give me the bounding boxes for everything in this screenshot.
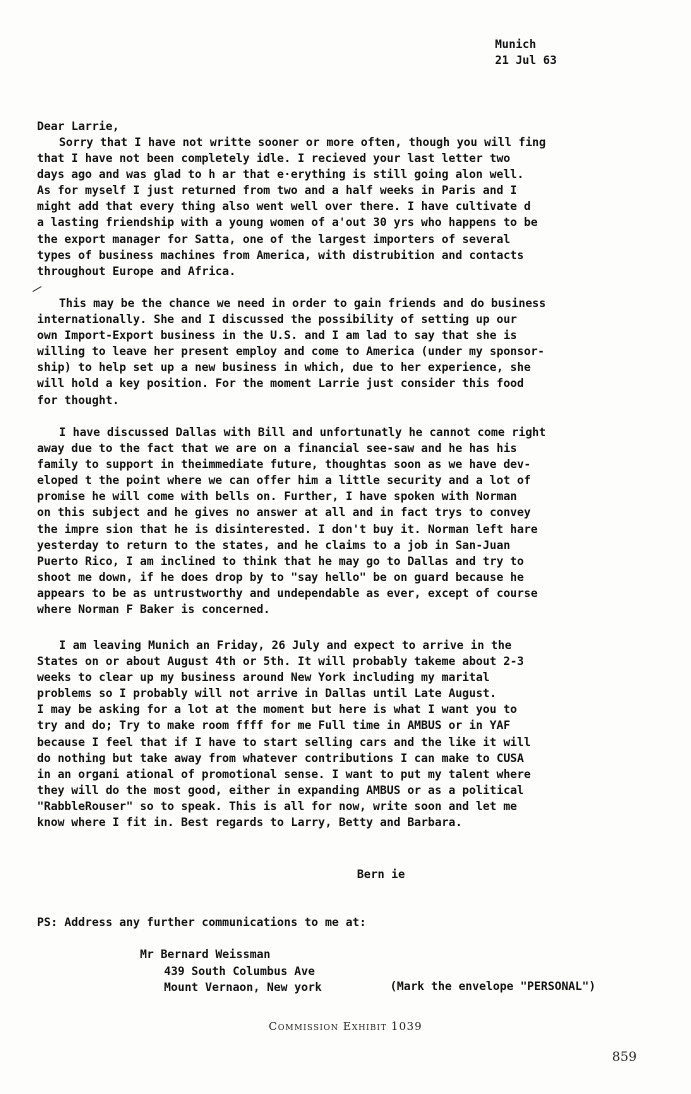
text-line: where Norman F Baker is concerned. bbox=[37, 602, 271, 617]
signature: Bern ie bbox=[357, 867, 406, 881]
text-line: might add that every thing also went well over there. I have cultivate d bbox=[37, 199, 531, 214]
text-line: that I have not been completely idle. I recieved your last letter two bbox=[37, 151, 511, 166]
text-line: "RabbleRouser" so to speak. This is all for now, write soon and let me bbox=[37, 798, 518, 813]
text-line: a lasting friendship with a young women of a'out 30 yrs who happens to be bbox=[37, 215, 538, 230]
text-line: eloped t the point where we can offer him a little security and a lot of bbox=[37, 473, 531, 488]
text-line: appears to be as untrustworthy and undependable as ever, except of course bbox=[37, 585, 538, 600]
paragraph-2 bbox=[37, 295, 637, 408]
text-line: in an organi ational of promotional sense. I want to put my talent where bbox=[37, 766, 531, 781]
text-line: for thought. bbox=[37, 392, 120, 407]
letter-city: Munich bbox=[495, 37, 537, 51]
text-line: days ago and was glad to h ar that e·erything is still going alon well. bbox=[37, 167, 524, 182]
text-line: family to support in theimmediate future, thoughtas soon as we have dev- bbox=[37, 457, 531, 472]
address-line: Mount Vernaon, New york bbox=[164, 980, 322, 994]
text-line: Puerto Rico, I am inclined to think that he may go to Dallas and try to bbox=[37, 553, 524, 568]
text-line: they will do the most good, either in expanding AMBUS or as a political bbox=[37, 782, 524, 797]
text-line: away due to the fact that we are on a financial see-saw and he has his bbox=[37, 441, 518, 456]
text-line: willing to leave her present employ and come to America (under my sponsor- bbox=[37, 344, 545, 359]
text-line: types of business machines from America, with distrubition and contacts bbox=[37, 247, 524, 262]
text-line: I am leaving Munich an Friday, 26 July and expect to arrive in the bbox=[59, 638, 512, 652]
text-line: yesterday to return to the states, and he claims to a job in San-Juan bbox=[37, 537, 511, 552]
postscript: PS: Address any further communications to me at: bbox=[37, 915, 367, 929]
text-line: own Import-Export business in the U.S. and I am lad to say that she is bbox=[37, 328, 518, 343]
text-line: know where I fit in. Best regards to Larry, Betty and Barbara. bbox=[37, 815, 463, 830]
text-line: do nothing but take away from whatever contributions I can make to CUSA bbox=[37, 750, 524, 765]
text-line: on this subject and he gives no answer at all and in fact trys to convey bbox=[37, 505, 531, 520]
text-line: ship) to help set up a new business in which, due to her experience, she bbox=[37, 360, 531, 375]
text-line: I may be asking for a lot at the moment but here is what I want you to bbox=[37, 702, 518, 717]
paragraph-1 bbox=[37, 134, 637, 279]
address-line: Mr Bernard Weissman bbox=[140, 947, 271, 961]
text-line: problems so I probably will not arrive in Dallas until Late August. bbox=[37, 686, 497, 701]
text-line: because I feel that if I have to start selling cars and the like it will bbox=[37, 734, 531, 749]
text-line: try and do; Try to make room ffff for me Full time in AMBUS or in YAF bbox=[37, 718, 511, 733]
text-line: promise he will come with bells on. Further, I have spoken with Norman bbox=[37, 489, 518, 504]
text-line: the export manager for Satta, one of the largest importers of several bbox=[37, 231, 511, 246]
text-line: States on or about August 4th or 5th. It will probably takeme about 2-3 bbox=[37, 654, 524, 669]
paragraph-4 bbox=[37, 637, 637, 830]
text-line: the impre sion that he is disinterested. I don't buy it. Norman left hare bbox=[37, 521, 538, 536]
mailing-address bbox=[140, 946, 322, 996]
date-block bbox=[495, 36, 557, 68]
page-number: 859 bbox=[612, 1050, 637, 1065]
text-line: internationally. She and I discussed the possibility of setting up our bbox=[37, 312, 518, 327]
exhibit-label: Commission Exhibit 1039 bbox=[268, 1020, 423, 1033]
text-line: will hold a key position. For the moment Larrie just consider this food bbox=[37, 376, 524, 391]
paragraph-3 bbox=[37, 424, 637, 617]
letter-date: 21 Jul 63 bbox=[495, 53, 557, 67]
text-line: This may be the chance we need in order to gain friends and do business bbox=[59, 296, 546, 310]
text-line: throughout Europe and Africa. bbox=[37, 263, 236, 278]
text-line: I have discussed Dallas with Bill and unfortunatly he cannot come right bbox=[59, 425, 546, 439]
salutation: Dear Larrie, bbox=[37, 119, 120, 133]
text-line: weeks to clear up my business around New York including my marital bbox=[37, 670, 490, 685]
text-line: Sorry that I have not writte sooner or more often, though you will fing bbox=[59, 135, 546, 149]
text-line: As for myself I just returned from two and a half weeks in Paris and I bbox=[37, 183, 518, 198]
envelope-note: (Mark the envelope "PERSONAL") bbox=[390, 979, 596, 993]
text-line: shoot me down, if he does drop by to "say hello" be on guard because he bbox=[37, 569, 524, 584]
address-line: 439 South Columbus Ave bbox=[164, 963, 315, 978]
